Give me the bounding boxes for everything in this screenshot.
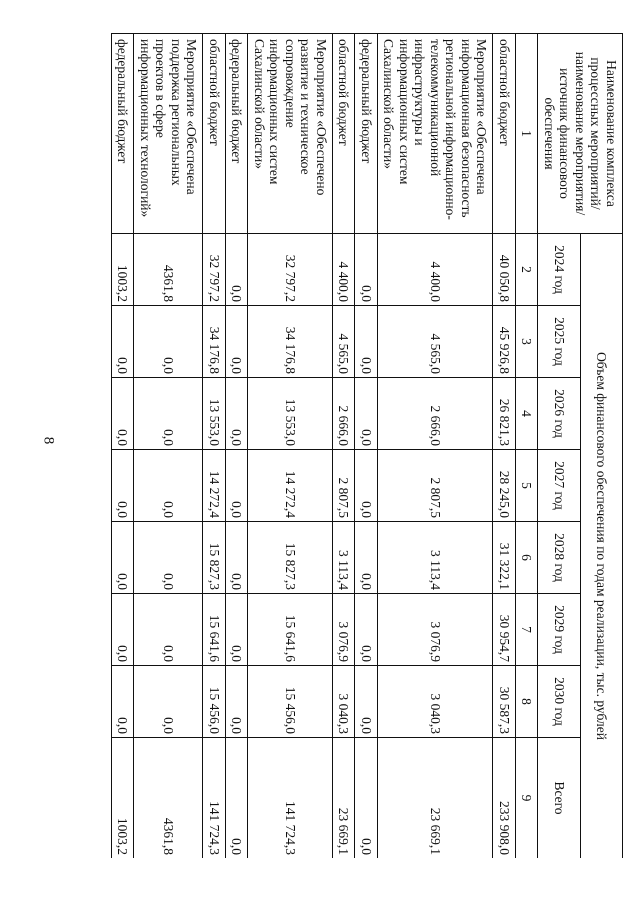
header-year: 2026 год: [538, 378, 580, 450]
row-value-cell: 0,0: [111, 666, 134, 738]
row-value-cell: 34 176,8: [248, 306, 333, 378]
row-value-cell: 0,0: [111, 594, 134, 666]
header-total: Всего: [538, 738, 580, 859]
row-total-cell: 233 908,0: [493, 738, 516, 859]
row-value-cell: 2 666,0: [377, 378, 493, 450]
column-number-cell: 8: [515, 666, 538, 738]
row-value-cell: 13 553,0: [248, 378, 333, 450]
row-value-cell: 4 565,0: [332, 306, 355, 378]
row-value-cell: 0,0: [134, 378, 203, 450]
row-total-cell: 0,0: [225, 738, 248, 859]
row-value-cell: 15 456,0: [203, 666, 226, 738]
table-row: [377, 34, 493, 859]
row-value-cell: 13 553,0: [203, 378, 226, 450]
row-value-cell: 14 272,4: [203, 450, 226, 522]
row-label-cell: федеральный бюджет: [225, 34, 248, 234]
row-value-cell: 3 113,4: [332, 522, 355, 594]
row-value-cell: 31 322,1: [493, 522, 516, 594]
financing-table: [111, 33, 623, 858]
row-value-cell: 32 797,2: [248, 234, 333, 306]
row-value-cell: 3 076,9: [332, 594, 355, 666]
header-year: 2030 год: [538, 666, 580, 738]
row-value-cell: 2 807,5: [332, 450, 355, 522]
column-number-cell: 4: [515, 378, 538, 450]
row-value-cell: 45 926,8: [493, 306, 516, 378]
row-label-cell: федеральный бюджет: [111, 34, 134, 234]
row-label-cell: областной бюджет: [332, 34, 355, 234]
header-year: 2028 год: [538, 522, 580, 594]
row-value-cell: 40 050,8: [493, 234, 516, 306]
row-total-cell: 0,0: [355, 738, 378, 859]
column-number-cell: 9: [515, 738, 538, 859]
column-number-cell: 2: [515, 234, 538, 306]
row-value-cell: 30 587,3: [493, 666, 516, 738]
row-value-cell: 1003,2: [111, 234, 134, 306]
table-row: [225, 34, 248, 859]
row-value-cell: 30 954,7: [493, 594, 516, 666]
header-year: 2029 год: [538, 594, 580, 666]
row-value-cell: 0,0: [134, 594, 203, 666]
table-row: [111, 34, 134, 859]
row-label-cell: областной бюджет: [493, 34, 516, 234]
header-year: 2024 год: [538, 234, 580, 306]
rotated-table-area: [88, 33, 623, 858]
row-value-cell: 0,0: [225, 378, 248, 450]
table-row: [248, 34, 333, 859]
row-value-cell: 0,0: [355, 234, 378, 306]
row-value-cell: 3 076,9: [377, 594, 493, 666]
table-row: [134, 34, 203, 859]
row-value-cell: 0,0: [111, 522, 134, 594]
column-number-cell: 7: [515, 594, 538, 666]
row-total-cell: 1003,2: [111, 738, 134, 859]
row-value-cell: 26 821,3: [493, 378, 516, 450]
row-label-cell: Мероприятие «Обеспечена поддержка региональных проектов в сфере информационных технологий»: [134, 34, 203, 234]
row-value-cell: 15 827,3: [203, 522, 226, 594]
row-value-cell: 15 456,0: [248, 666, 333, 738]
row-value-cell: 14 272,4: [248, 450, 333, 522]
header-row-1: [580, 34, 622, 859]
row-value-cell: 0,0: [355, 666, 378, 738]
header-group-cell: Объем финансового обеспечения по годам реализации, тыс. рублей: [580, 234, 622, 859]
row-value-cell: 4361,8: [134, 234, 203, 306]
row-value-cell: 0,0: [111, 378, 134, 450]
row-label-cell: Мероприятие «Обеспечена информационная безопасность региональной информационно-телекоммуникационной инфраструктуры и информационных систем Сахалинской области»: [377, 34, 493, 234]
row-value-cell: 0,0: [355, 306, 378, 378]
row-value-cell: 32 797,2: [203, 234, 226, 306]
row-value-cell: 28 245,0: [493, 450, 516, 522]
row-value-cell: 0,0: [111, 450, 134, 522]
row-value-cell: 0,0: [225, 306, 248, 378]
row-value-cell: 0,0: [225, 666, 248, 738]
table-row: [203, 34, 226, 859]
table-row: [493, 34, 516, 859]
column-number-row: [515, 34, 538, 859]
row-value-cell: 15 641,6: [203, 594, 226, 666]
rotated-table-container: [88, 33, 623, 858]
table-row: [355, 34, 378, 859]
row-label-cell: областной бюджет: [203, 34, 226, 234]
column-number-cell: 5: [515, 450, 538, 522]
row-label-cell: федеральный бюджет: [355, 34, 378, 234]
column-number-cell: 1: [515, 34, 538, 234]
table-row: [332, 34, 355, 859]
row-value-cell: 15 641,6: [248, 594, 333, 666]
row-value-cell: 3 040,3: [377, 666, 493, 738]
row-label-cell: Мероприятие «Обеспечено развитие и техническое сопровождение информационных систем Сахалинской области»: [248, 34, 333, 234]
header-year: 2027 год: [538, 450, 580, 522]
row-value-cell: 0,0: [225, 450, 248, 522]
row-total-cell: 23 669,1: [377, 738, 493, 859]
row-value-cell: 0,0: [355, 378, 378, 450]
row-value-cell: 4 400,0: [332, 234, 355, 306]
row-total-cell: 141 724,3: [203, 738, 226, 859]
header-year: 2025 год: [538, 306, 580, 378]
row-total-cell: 23 669,1: [332, 738, 355, 859]
row-value-cell: 15 827,3: [248, 522, 333, 594]
row-value-cell: 4 565,0: [377, 306, 493, 378]
row-value-cell: 0,0: [355, 450, 378, 522]
row-value-cell: 0,0: [111, 306, 134, 378]
row-value-cell: 0,0: [134, 450, 203, 522]
row-value-cell: 0,0: [355, 522, 378, 594]
row-value-cell: 2 666,0: [332, 378, 355, 450]
column-number-cell: 6: [515, 522, 538, 594]
row-value-cell: 0,0: [134, 306, 203, 378]
row-value-cell: 2 807,5: [377, 450, 493, 522]
row-value-cell: 0,0: [225, 234, 248, 306]
row-value-cell: 0,0: [134, 522, 203, 594]
row-value-cell: 0,0: [134, 666, 203, 738]
row-value-cell: 0,0: [225, 594, 248, 666]
header-name-cell: Наименование комплекса процессных мероприятий/наименование мероприятия/источник финансового обеспечения: [538, 34, 623, 234]
row-value-cell: 3 040,3: [332, 666, 355, 738]
table-body: [111, 34, 515, 859]
column-number-cell: 3: [515, 306, 538, 378]
row-total-cell: 141 724,3: [248, 738, 333, 859]
row-value-cell: 0,0: [225, 522, 248, 594]
row-value-cell: 4 400,0: [377, 234, 493, 306]
page-number: 8: [40, 436, 57, 445]
row-value-cell: 0,0: [355, 594, 378, 666]
row-total-cell: 4361,8: [134, 738, 203, 859]
row-value-cell: 3 113,4: [377, 522, 493, 594]
row-value-cell: 34 176,8: [203, 306, 226, 378]
